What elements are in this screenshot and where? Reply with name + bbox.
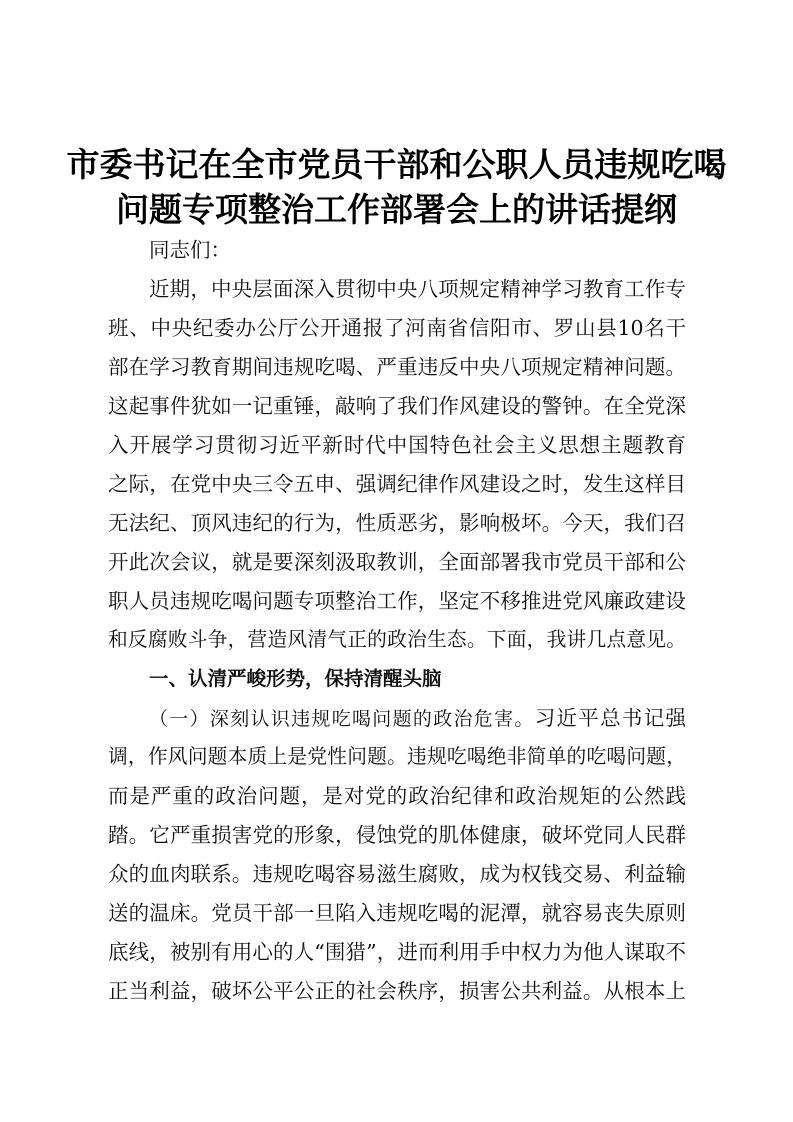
intro-line: 和反腐败斗争，营造风清气正的政治生态。下面，我讲几点意见。 [108, 628, 686, 651]
body-line: 正当利益，破坏公平公正的社会秩序，损害公共利益。从根本上 [108, 979, 686, 1003]
intro-line: 入开展学习贯彻习近平新时代中国特色社会主义思想主题教育 [108, 433, 686, 457]
intro-line: 班、中央纪委办公厅公开通报了河南省信阳市、罗山县10名干 [108, 316, 686, 340]
salutation: 同志们： [149, 238, 231, 262]
intro-line: 无法纪、顶风违纪的行为，性质恶劣，影响极坏。今天，我们召 [108, 511, 686, 535]
intro-line: 这起事件犹如一记重锤，敲响了我们作风建设的警钟。在全党深 [108, 394, 686, 418]
intro-line: 之际，在党中央三令五申、强调纪律作风建设之时，发生这样目 [108, 472, 686, 496]
body-line: 众的血肉联系。违规吃喝容易滋生腐败，成为权钱交易、利益输 [108, 862, 686, 886]
body-line: 而是严重的政治问题，是对党的政治纪律和政治规矩的公然践 [108, 784, 686, 808]
body-line: 底线，被别有用心的人“围猎”，进而利用手中权力为他人谋取不 [108, 940, 686, 964]
subsection-first-line [149, 698, 686, 738]
body-line: 送的温床。党员干部一旦陷入违规吃喝的泥潭，就容易丧失原则 [108, 901, 686, 925]
section-heading: 一、认清严峻形势，保持清醒头脑 [149, 667, 442, 690]
body-line: 踏。它严重损害党的形象，侵蚀党的肌体健康，破坏党同人民群 [108, 823, 686, 847]
document-title-line-2: 问题专项整治工作部署会上的讲话提纲 [116, 190, 677, 229]
document-title-line-1: 市委书记在全市党员干部和公职人员违规吃喝 [66, 145, 727, 184]
subsection-heading: （一）深刻认识违规吃喝问题的政治危害。 [149, 708, 535, 730]
intro-line: 开此次会议，就是要深刻汲取教训，全面部署我市党员干部和公 [108, 550, 686, 574]
body-line: 调，作风问题本质上是党性问题。违规吃喝绝非简单的吃喝问题， [108, 745, 686, 768]
intro-line: 近期，中央层面深入贯彻中央八项规定精神学习教育工作专 [149, 277, 686, 301]
intro-line: 部在学习教育期间违规吃喝、严重违反中央八项规定精神问题。 [108, 355, 686, 379]
subsection-text: 习近平总书记强 [534, 706, 686, 730]
intro-line: 职人员违规吃喝问题专项整治工作，坚定不移推进党风廉政建设 [108, 589, 686, 613]
